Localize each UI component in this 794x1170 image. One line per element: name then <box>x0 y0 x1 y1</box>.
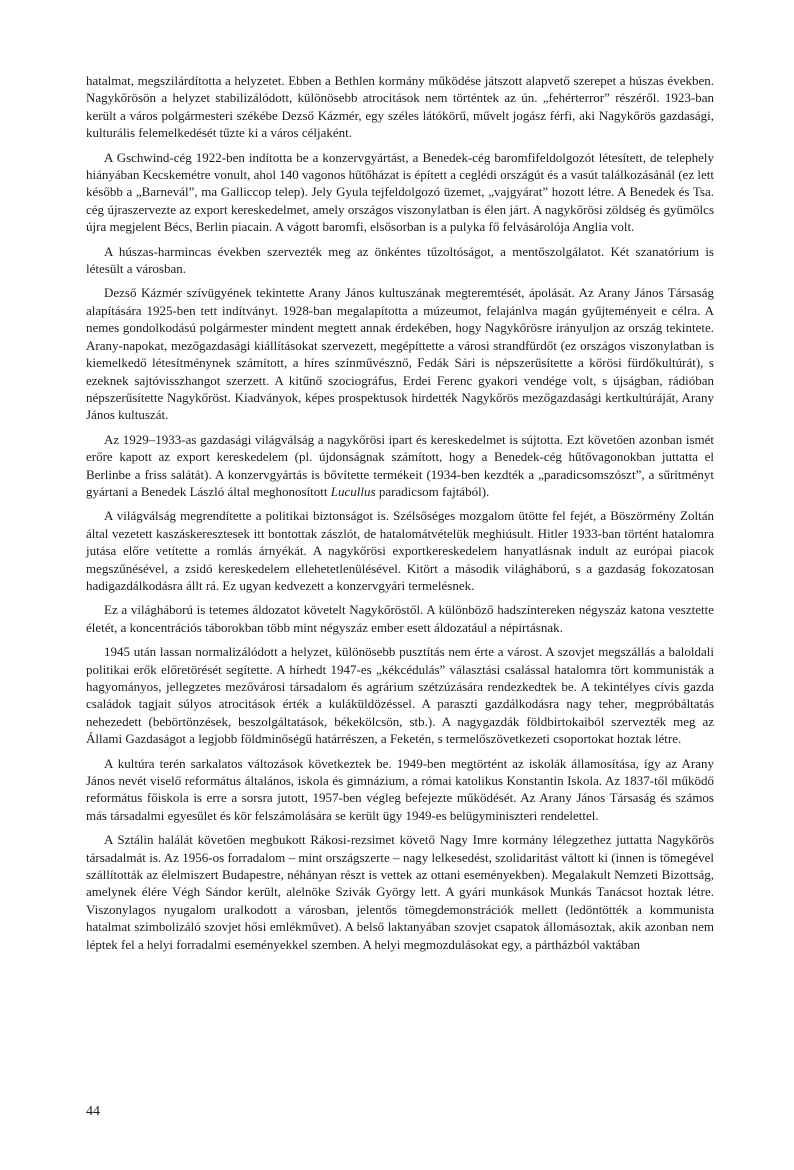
page-number: 44 <box>86 1104 100 1119</box>
page-body <box>86 72 714 960</box>
paragraph-7: Ez a világháború is tetemes áldozatot követelt Nagykőröstől. A különböző hadszíntereken négyszáz katona vesztette életét, a koncentrációs táborokban több mint négyszáz ember esett áldozatául a népirtásnak. <box>86 602 714 635</box>
paragraph-6: A világválság megrendítette a politikai biztonságot is. Szélsőséges mozgalom ütötte fel fejét, a Böszörmény Zoltán által vezetett kaszáskeresztesek itt bontottak zászlót, de hatalomátvételük meghiúsult. Hitler 1933-ban történt hatalomra jutása előre vetítette a romlás árnyékát. A nagykőrösi exportkereskedelem hanyatlásnak indult az európai piacok megszűnésével, a zsidó kereskedelem ellehetetlenülésével. Kitört a második világháború, s a gazdaság fokozatosan hadigazdálkodásra állt rá. Ez ugyan kedvezett a konzervgyári termelésnek. <box>86 508 714 593</box>
paragraph-5-tail: paradicsom fajtából). <box>375 483 490 499</box>
paragraph-5 <box>86 431 714 501</box>
paragraph-2: A Gschwind-cég 1922-ben indította be a konzervgyártást, a Benedek-cég baromfifeldolgozót létesített, de telephely hiányában Kecskemétre vonult, ahol 140 vagonos hűtőházat is épített a ceglédi országút és a vasút találkozásánál (ez lett később a „Barnevál”, ma Galliccop telep). Jely Gyula tejfeldolgozó üzemet, „vajgyárat” hozott létre. A Benedek és Tsa. cég újraszervezte az export kereskedelmet, amely országos viszonylatban is élen járt. A nagykőrösi zöldség és gyümölcs újra megjelent Bécs, Berlin piacain. A vágott baromfi, elsősorban is a pulyka fő felvásárolója Anglia volt. <box>86 149 714 235</box>
paragraph-1: hatalmat, megszilárdította a helyzetet. Ebben a Bethlen kormány működése játszott alapvető szerepet a húszas években. Nagykőrösön a helyzet stabilizálódott, különösebb atrocitások nem történtek az ún. „fehérterror” részéről. 1923-ban került a város polgármesteri székébe Dezső Kázmér, egy széles látókörű, művelt jogász férfi, aki Nagykőrös gazdasági, kulturális felemelkedését tűzte ki a város céljaként. <box>86 73 714 141</box>
paragraph-3: A húszas-harmincas években szervezték meg az önkéntes tűzoltóságot, a mentőszolgálatot. Két szanatórium is létesült a városban. <box>86 243 714 277</box>
paragraph-10: A Sztálin halálát követően megbukott Rákosi-rezsimet követő Nagy Imre kormány lélegzethez juttatta Nagykőrös társadalmát is. Az 1956-os forradalom – mint országszerte – nagy lelkesedést, szolidaritást váltott ki (innen is tömegével szállították az élelmiszert Budapestre, néhányan részt is vettek az ottani eseményekben). Megalakult Nemzeti Bizottság, amelynek élére Végh Sándor került, alelnöke Szivák György lett. A gyári munkások Munkás Tanácsot hoztak létre. Viszonylagos nyugalom uralkodott a városban, jelentős tömegdemonstrációk mellett (ledöntötték a kommunista hatalmat szimbolizáló szovjet hősi emlékművet). A belső laktanyában szovjet csapatok állomásoztak, akik azonban nem léptek fel a helyi forradalmi eseményekkel szemben. A helyi megmozdulásokat egy, a pártházból vaktában <box>86 832 714 952</box>
paragraph-5-text: Az 1929–1933-as gazdasági világválság a nagykőrösi ipart és kereskedelmet is sújtotta. Ezt követően azonban ismét erőre kapott az export kereskedelem (pl. újdonságnak számított, hogy a Benedek-cég hűtővagonokban juttatta el Berlinbe a friss salátát). A konzervgyártás is bővítette termékeit (1934-ben kezdték a „paradicsomszószt”, a sűrítményt gyártani a Benedek László által meghonosított <box>86 431 714 499</box>
paragraph-9: A kultúra terén sarkalatos változások következtek be. 1949-ben megtörtént az iskolák államosítása, így az Arany János nevét viselő református általános, iskola és gimnázium, a római katolikus Konstantin Iskola. Az 1837-től működő református főiskola is erre a sorsra jutott, 1957-ben végleg befejezte működését. Az Arany János Társaság és számos más társadalmi egyesület és kör felszámolására se került ügy 1949-es belügyminiszteri rendelettel. <box>86 755 714 823</box>
paragraph-8: 1945 után lassan normalizálódott a helyzet, különösebb pusztítás nem érte a várost. A szovjet megszállás a baloldali politikai erők előretörését segítette. A hírhedt 1947-es „kékcédulás” választási csalással hatalomra tört kommunisták a hagyományos, jellegzetes mezővárosi társadalom és agrárium szétzúzására rendezkedtek be. A tekintélyes cívis gazda családok tagjait súlyos atrocitások érték a kuláküldözéssel. A paraszti gazdálkodásra nagy teher, megpróbáltatás nehezedett (bebörtönzések, beszolgáltatások, békekölcsön, stb.). A nagygazdák földbirtokaiból szervezték meg az Állami Gazdaságot a legjobb földminőségű határrészen, a Feketén, s termelőszövetkezeti csoportokat hoztak létre. <box>86 644 714 747</box>
italic-variety-name: Lucullus <box>330 483 376 499</box>
paragraph-4: Dezső Kázmér szívügyének tekintette Arany János kultuszának megteremtését, ápolását. Az Arany János Társaság alapítására 1925-ben tett indítványt. 1928-ban megalapította a múzeumot, felajánlva magán gyűjteményeit e célra. A nemes gondolkodású polgármester mindent megtett annak érdekében, hogy Nagykőrösre irányuljon az ország tekintete. Arany-napokat, mezőgazdasági kiállításokat szervezett, megépíttette a városi strandfürdőt (ez országos viszonylatban is kiemelkedő létesítménynek számított, a híres színművésznő, Fedák Sári is népszerűsítette a kőrösi fürdőkultúrát), s ezeknek sajtóvisszhangot szerzett. A kitűnő szociográfus, Erdei Ferenc gyakori vendége volt, s újságban, rádióban népszerűsítette Nagykőröst. Kiadványok, képes prospektusok hirdették Nagykőrös mezőgazdasági kertkultúráját, Arany János kultuszát. <box>86 285 714 423</box>
